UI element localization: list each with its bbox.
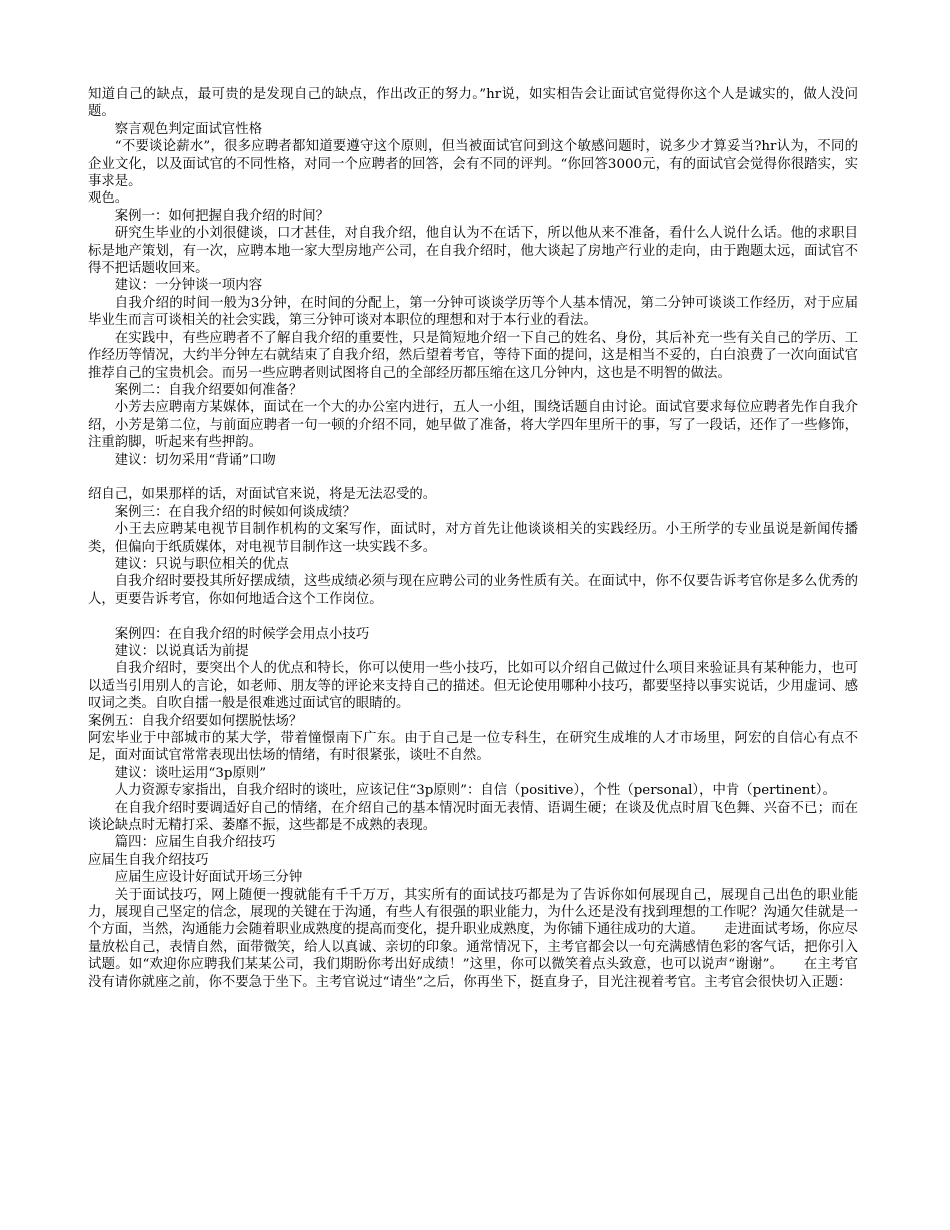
- case-heading: 案例二：自我介绍要如何准备？: [114, 382, 303, 398]
- paragraph: 自我介绍时，要突出个人的优点和特长，你可以使用一些小技巧，比如可以介绍自己做过什么项目来验证具有某种能力，也可以适当引用别人的言论，如老师、朋友等的评论来支持自己的描述。但无论使用哪种小技巧，都要坚持以事实说话，少用虚词、感叹词之类。自吹自擂一般是很难逃过面试官的眼睛的。: [88, 661, 858, 712]
- paragraph: 在实践中，有些应聘者不了解自我介绍的重要性，只是简短地介绍一下自己的姓名、身份，其后补充一些有关自己的学历、工作经历等情况，大约半分钟左右就结束了自我介绍，然后望着考官，等待下面的提问，这是相当不妥的，白白浪费了一次向面试官推荐自己的宝贵机会。而另一些应聘者则试图将自己的全部经历都压缩在这几分钟内，这也是不明智的做法。: [88, 330, 858, 381]
- paragraph: 在自我介绍时要调适好自己的情绪，在介绍自己的基本情况时面无表情、语调生硬；在谈及优点时眉飞色舞、兴奋不已；而在谈论缺点时无精打采、萎靡不振，这些都是不成熟的表现。: [88, 800, 858, 834]
- blank-line: [88, 469, 858, 486]
- advice-heading: 建议：一分钟谈一项内容: [114, 278, 263, 294]
- paragraph: 小王去应聘某电视节目制作机构的文案写作，面试时，对方首先让他谈谈相关的实践经历。小王所学的专业虽说是新闻传播类，但偏向于纸质媒体，对电视节目制作这一块实践不多。: [88, 522, 858, 555]
- chapter-title: 应届生自我介绍技巧: [88, 852, 209, 868]
- case-heading: 案例五：自我介绍要如何摆脱怯场？: [88, 713, 303, 729]
- paragraph: 研究生毕业的小刘很健谈，口才甚佳，对自我介绍，他自认为不在话下，所以他从来不准备，看什么人说什么话。他的求职目标是地产策划，有一次，应聘本地一家大型房地产公司，在自我介绍时，他大谈起了房地产行业的走向，由于跑题太远，面试官不得不把话题收回来。: [88, 226, 858, 277]
- paragraph: 关于面试技巧，网上随便一搜就能有千千万万，其实所有的面试技巧都是为了告诉你如何展现自己，展现自己出色的职业能力，展现自己坚定的信念，展现的关键在于沟通，有些人有很强的职业能力，为什么还是没有找到理想的工作呢？沟通欠佳就是一个方面，当然，沟通能力会随着职业成熟度的提高而变化，提升职业成熟度，为你铺下通往成功的大道。 走进面试考场，你应尽量放松自己，表情自然，面带微笑，给人以真诚、亲切的印象。通常情况下，主考官都会以一句充满感情色彩的客气话，把你引入试题。如“欢迎你应聘我们某某公司，我们期盼你考出好成绩！”这里，你可以微笑着点头致意，也可以说声“谢谢”。 在主考官没有请你就座之前，你不要急于坐下。主考官说过“请坐”之后，你再坐下，挺直身子，目光注视着考官。主考官会很快切入正题：: [88, 887, 858, 990]
- paragraph: 自我介绍时要投其所好摆成绩，这些成绩必须与现在应聘公司的业务性质有关。在面试中，你不仅要告诉考官你是多么优秀的人，更要告诉考官，你如何地适合这个工作岗位。: [88, 574, 858, 607]
- chapter-heading: 篇四：应届生自我介绍技巧: [114, 835, 276, 851]
- section-heading: 察言观色判定面试官性格: [114, 121, 263, 137]
- case-heading: 案例三：在自我介绍的时候如何谈成绩？: [114, 504, 356, 520]
- paragraph: 绍自己，如果那样的话，对面试官来说，将是无法忍受的。: [88, 487, 437, 503]
- paragraph: 观色。: [88, 191, 129, 207]
- paragraph: 人力资源专家指出，自我介绍时的谈吐，应该记住“3p原则”：自信（positive），个性（personal），中肯（pertinent）。: [114, 783, 836, 799]
- advice-heading: 建议：切勿采用“背诵”口吻: [114, 452, 276, 468]
- document-body: [88, 86, 858, 991]
- section-heading: 应届生应设计好面试开场三分钟: [114, 870, 303, 886]
- case-heading: 案例一：如何把握自我介绍的时间？: [114, 208, 330, 224]
- paragraph: “不要谈论薪水”，很多应聘者都知道要遵守这个原则，但当被面试官问到这个敏感问题时，说多少才算妥当?hr认为，不同的企业文化，以及面试官的不同性格，对同一个应聘者的回答，会有不同的评判。“你回答3000元，有的面试官会觉得你很踏实，实事求是。: [88, 139, 858, 190]
- advice-heading: 建议：谈吐运用“3p原则”: [114, 765, 267, 781]
- case-heading: 案例四：在自我介绍的时候学会用点小技巧: [114, 626, 370, 642]
- advice-heading: 建议：只说与职位相关的优点: [114, 556, 289, 572]
- advice-heading: 建议：以说真话为前提: [114, 643, 249, 659]
- blank-line: [88, 608, 858, 625]
- paragraph: 小芳去应聘南方某媒体，面试在一个大的办公室内进行，五人一小组，围绕话题自由讨论。面试官要求每位应聘者先作自我介绍，小芳是第二位，与前面应聘者一句一顿的介绍不同，她早做了准备，将大学四年里所干的事，写了一段话，还作了一些修饰，注重韵脚，听起来有些押韵。: [88, 400, 858, 451]
- paragraph: 阿宏毕业于中部城市的某大学，带着憧憬南下广东。由于自己是一位专科生，在研究生成堆的人才市场里，阿宏的自信心有点不足，面对面试官常常表现出怯场的情绪，有时很紧张，谈吐不自然。: [88, 731, 858, 764]
- paragraph: 自我介绍的时间一般为3分钟，在时间的分配上，第一分钟可谈谈学历等个人基本情况，第二分钟可谈谈工作经历，对于应届毕业生而言可谈相关的社会实践，第三分钟可谈对本职位的理想和对于本行业的看法。: [88, 295, 858, 329]
- paragraph: 知道自己的缺点，最可贵的是发现自己的缺点，作出改正的努力。”hr说，如实相告会让面试官觉得你这个人是诚实的，做人没问题。: [88, 87, 858, 120]
